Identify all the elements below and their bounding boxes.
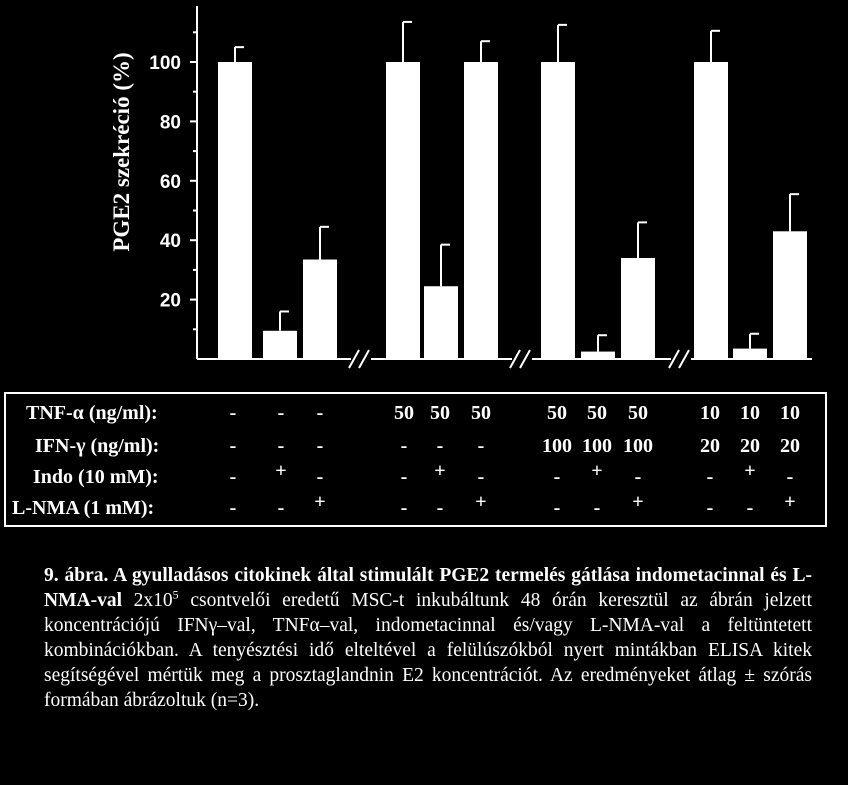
table-cell: - <box>593 497 601 519</box>
table-cell: - <box>400 466 408 488</box>
table-cell: - <box>400 497 408 519</box>
caption-text-2: csontvelői eredetű MSC-t inkubáltunk 48 órán keresztül az ábrán jelzett koncentrációjú IFNγ–val, TNFα–val, indometacinnal és/vagy L-NMA-val a feltüntetett kombinációkban. A tenyésztési idő elteltével a felülúszókból nyert mintákban ELISA kitek segítségével mértük meg a prosztaglandnin E2 koncentrációt. Az eredményeket átlag ± szórás formában ábrázoltuk (n=3). <box>44 590 813 711</box>
table-row-label: Indo (10 mM): <box>33 466 159 488</box>
table-cell: - <box>553 497 561 519</box>
table-row-label: IFN-γ (ng/ml): <box>35 435 160 457</box>
table-cell: - <box>277 497 285 519</box>
table-cell: - <box>400 435 408 457</box>
table-cell: 100 <box>623 435 653 457</box>
axis-break-mark <box>520 350 530 368</box>
table-cell: - <box>553 466 561 488</box>
table-cell: 100 <box>542 435 572 457</box>
table-cell: - <box>277 402 285 424</box>
table-cell: 50 <box>628 402 648 424</box>
table-cell: - <box>229 435 237 457</box>
table-cell: - <box>786 466 794 488</box>
bar <box>464 62 498 359</box>
bar <box>263 331 297 359</box>
y-tick-label: 40 <box>159 231 181 253</box>
table-cell: 20 <box>700 435 720 457</box>
table-cell: 10 <box>700 402 720 424</box>
y-tick-label: 80 <box>159 112 181 134</box>
bar <box>733 349 767 359</box>
table-row-label: L-NMA (1 mM): <box>12 497 155 519</box>
bar-chart <box>0 0 848 390</box>
caption-title: 9. ábra. A gyulladásos citokinek által stimulált PGE2 termelés gátlása indometacinnal és L-NMA-val <box>44 565 812 611</box>
table-row-label: TNF-α (ng/ml): <box>26 402 158 424</box>
axis-break-mark <box>679 350 689 368</box>
table-cell: + <box>434 460 446 482</box>
table-cell: - <box>746 497 754 519</box>
table-cell: - <box>229 402 237 424</box>
table-cell: + <box>591 460 603 482</box>
bar <box>694 62 728 359</box>
table-cell: 50 <box>430 402 450 424</box>
table-cell: + <box>275 460 287 482</box>
axis-break-mark <box>359 350 369 368</box>
table-cell: + <box>744 460 756 482</box>
table-cell: + <box>784 491 796 513</box>
table-cell: - <box>477 466 485 488</box>
bar <box>541 62 575 359</box>
bar <box>581 352 615 359</box>
table-cell: 10 <box>780 402 800 424</box>
y-axis-label: PGE2 szekréció (%) <box>109 52 134 252</box>
y-tick-label: 20 <box>159 290 181 312</box>
table-cell: + <box>632 491 644 513</box>
table-cell: 10 <box>740 402 760 424</box>
table-cell: - <box>316 466 324 488</box>
caption-superscript: 5 <box>172 587 179 602</box>
table-cell: - <box>706 497 714 519</box>
table-cell: - <box>436 435 444 457</box>
bar <box>424 286 458 359</box>
y-tick-label: 100 <box>149 53 181 74</box>
figure-caption <box>44 563 812 713</box>
table-cell: - <box>229 497 237 519</box>
bar <box>386 62 420 359</box>
bar <box>621 258 655 359</box>
bar <box>303 260 337 359</box>
caption-text-1: 2x10 <box>121 590 173 611</box>
table-cell: 100 <box>582 435 612 457</box>
table-cell: + <box>475 491 487 513</box>
table-cell: + <box>314 491 326 513</box>
bar <box>773 231 807 359</box>
table-cell: - <box>277 435 285 457</box>
table-cell: - <box>316 435 324 457</box>
table-cell: 50 <box>394 402 414 424</box>
table-cell: 50 <box>587 402 607 424</box>
table-cell: 20 <box>780 435 800 457</box>
table-cell: - <box>229 466 237 488</box>
y-tick-label: 60 <box>159 171 181 193</box>
table-cell: - <box>706 466 714 488</box>
table-cell: 50 <box>547 402 567 424</box>
bar <box>218 62 252 359</box>
table-cell: - <box>436 497 444 519</box>
table-cell: 50 <box>471 402 491 424</box>
table-cell: 20 <box>740 435 760 457</box>
table-cell: - <box>634 466 642 488</box>
table-cell: - <box>316 402 324 424</box>
table-cell: - <box>477 435 485 457</box>
